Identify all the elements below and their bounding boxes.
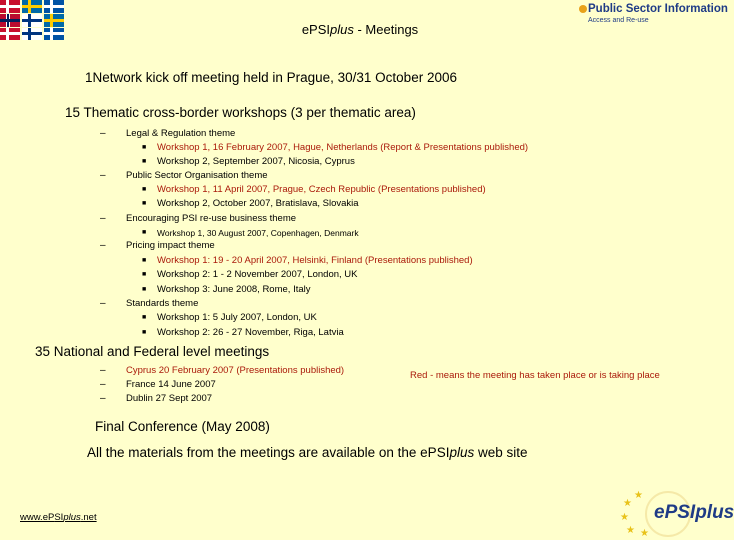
bullet-icon: ■	[142, 158, 147, 165]
workshop-item: Workshop 1, 30 August 2007, Copenhagen, Denmark	[157, 228, 359, 238]
epsiplus-logo	[620, 490, 734, 539]
info-icon	[578, 2, 588, 16]
workshop-item: Workshop 2: 26 - 27 November, Riga, Latvia	[157, 327, 344, 338]
bullet-icon: ■	[142, 286, 147, 293]
workshop-item: Workshop 3: June 2008, Rome, Italy	[157, 284, 311, 295]
psi-logo-title: Public Sector Information	[588, 3, 728, 15]
svg-text:★: ★	[620, 512, 629, 523]
svg-text:★: ★	[640, 528, 649, 539]
bullet-icon: ■	[142, 229, 147, 236]
red-legend: Red - means the meeting has taken place or is taking place	[410, 370, 660, 381]
national-item: Dublin 27 Sept 2007	[126, 393, 213, 404]
dash-marker: –	[100, 365, 106, 376]
workshop-item: Workshop 2: 1 - 2 November 2007, London, UK	[157, 269, 358, 280]
website-link[interactable]: www.ePSIplus.net	[20, 512, 97, 523]
workshop-item: Workshop 2, October 2007, Bratislava, Slovakia	[157, 198, 359, 209]
workshop-item: Workshop 1, 11 April 2007, Prague, Czech Republic (Presentations published)	[157, 184, 486, 195]
theme-title: Encouraging PSI re-use business theme	[126, 213, 297, 224]
workshop-item: Workshop 1, 16 February 2007, Hague, Netherlands (Report & Presentations published)	[157, 142, 529, 153]
national-heading: 35 National and Federal level meetings	[35, 344, 270, 359]
dash-marker: –	[100, 213, 106, 224]
bullet-icon: ■	[142, 186, 147, 193]
dash-marker: –	[100, 379, 106, 390]
bullet-icon: ■	[142, 329, 147, 336]
epsiplus-logo-text: ePSIplus	[654, 502, 734, 523]
psi-logo	[578, 0, 728, 30]
kickoff-line: 1Network kick off meeting held in Prague, 30/31 October 2006	[85, 70, 457, 85]
psi-logo-subtitle: Access and Re-use	[588, 17, 649, 24]
bullet-icon: ■	[142, 314, 147, 321]
materials-line: All the materials from the meetings are available on the ePSIplus web site	[87, 445, 528, 460]
dash-marker: –	[100, 240, 106, 251]
bullet-icon: ■	[142, 257, 147, 264]
svg-text:★: ★	[623, 498, 632, 509]
dash-marker: –	[100, 128, 106, 139]
dash-marker: –	[100, 298, 106, 309]
svg-text:★: ★	[626, 525, 635, 536]
bullet-icon: ■	[142, 271, 147, 278]
workshop-item: Workshop 2, September 2007, Nicosia, Cyprus	[157, 156, 355, 167]
workshops-heading: 15 Thematic cross-border workshops (3 per thematic area)	[65, 105, 416, 120]
theme-title: Public Sector Organisation theme	[126, 170, 268, 181]
bullet-icon: ■	[142, 200, 147, 207]
svg-text:★: ★	[634, 490, 643, 501]
theme-title: Standards theme	[126, 298, 199, 309]
dash-marker: –	[100, 393, 106, 404]
bullet-icon: ■	[142, 144, 147, 151]
workshop-item: Workshop 1: 19 - 20 April 2007, Helsinki, Finland (Presentations published)	[157, 255, 473, 266]
national-item: France 14 June 2007	[126, 379, 216, 390]
final-conference: Final Conference (May 2008)	[95, 419, 270, 434]
national-item: Cyprus 20 February 2007 (Presentations published)	[126, 365, 345, 376]
page-title: ePSIplus - Meetings	[301, 22, 419, 37]
dash-marker: –	[100, 170, 106, 181]
theme-title: Pricing impact theme	[126, 240, 215, 251]
theme-title: Legal & Regulation theme	[126, 128, 236, 139]
workshop-item: Workshop 1: 5 July 2007, London, UK	[157, 312, 317, 323]
